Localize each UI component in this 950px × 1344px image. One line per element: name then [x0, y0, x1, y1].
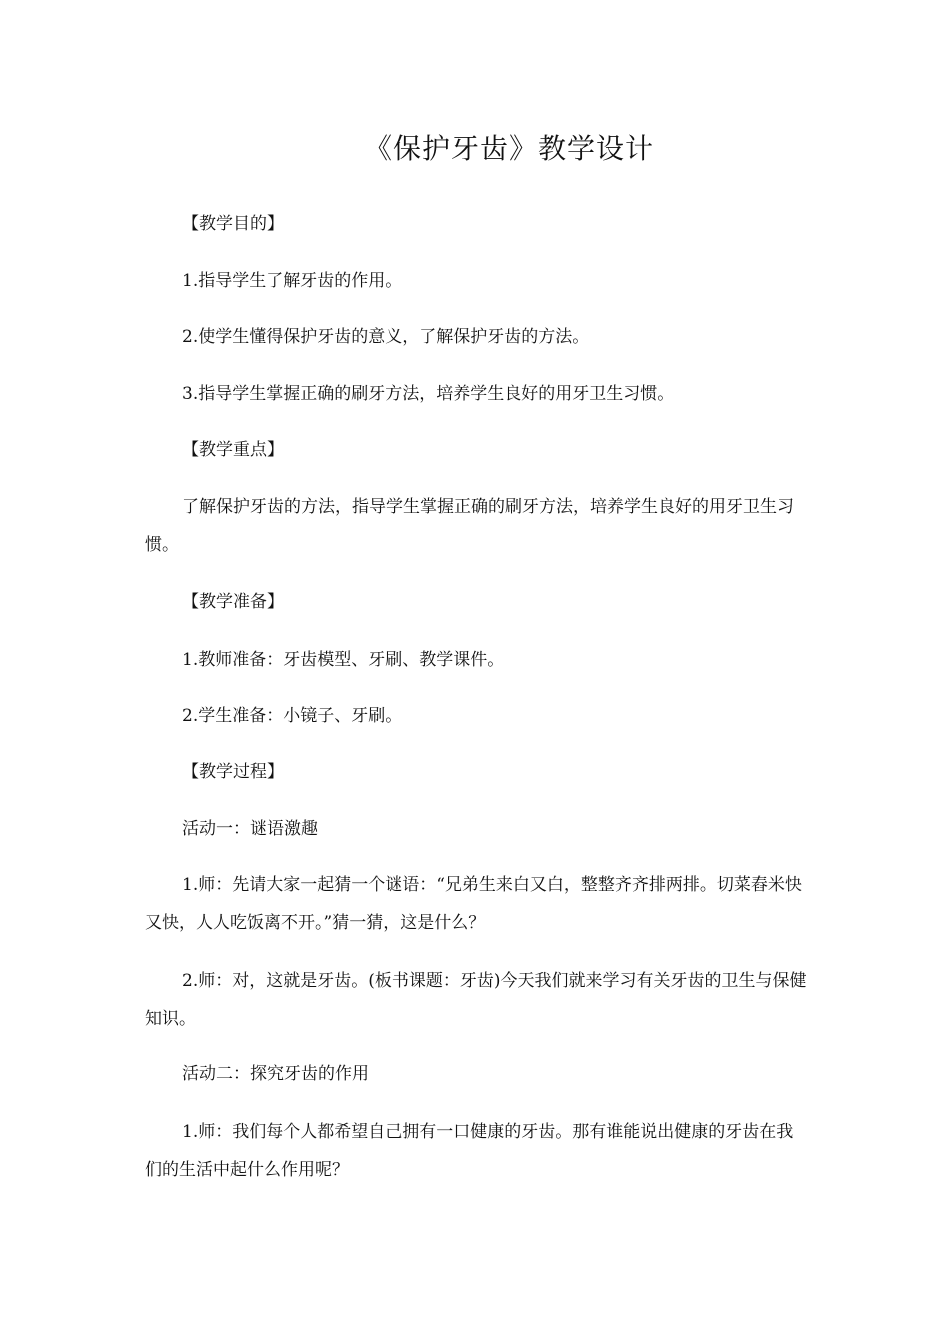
activity-1-heading: 活动一：谜语激趣	[182, 819, 318, 839]
goal-item-2: 2.使学生懂得保护牙齿的意义，了解保护牙齿的方法。	[182, 327, 590, 347]
activity-1-item-1: 1.师：先请大家一起猜一个谜语：“兄弟生来白又白，整整齐齐排两排。切菜舂米快又快，人人吃饭离不开。”猜一猜，这是什么？	[145, 875, 802, 933]
activity-1-item-2: 2.师：对，这就是牙齿。(板书课题：牙齿)今天我们就来学习有关牙齿的卫生与保健知识。	[145, 971, 807, 1029]
goal-item-3: 3.指导学生掌握正确的刷牙方法，培养学生良好的用牙卫生习惯。	[182, 384, 675, 404]
heading-key-points: 【教学重点】	[182, 440, 284, 460]
prep-item-1: 1.教师准备：牙齿模型、牙刷、教学课件。	[182, 650, 505, 670]
document-title: 《保护牙齿》教学设计	[364, 132, 655, 165]
activity-2-item-1: 1.师：我们每个人都希望自己拥有一口健康的牙齿。那有谁能说出健康的牙齿在我们的生活中起什么作用呢？	[145, 1122, 794, 1180]
activity-2-heading: 活动二：探究牙齿的作用	[182, 1064, 369, 1084]
key-points-text: 了解保护牙齿的方法，指导学生掌握正确的刷牙方法，培养学生良好的用牙卫生习惯。	[145, 497, 794, 555]
prep-item-2: 2.学生准备：小镜子、牙刷。	[182, 706, 403, 726]
heading-process: 【教学过程】	[182, 762, 284, 782]
heading-teaching-goal: 【教学目的】	[182, 214, 284, 234]
heading-preparation: 【教学准备】	[182, 592, 284, 612]
goal-item-1: 1.指导学生了解牙齿的作用。	[182, 271, 403, 291]
